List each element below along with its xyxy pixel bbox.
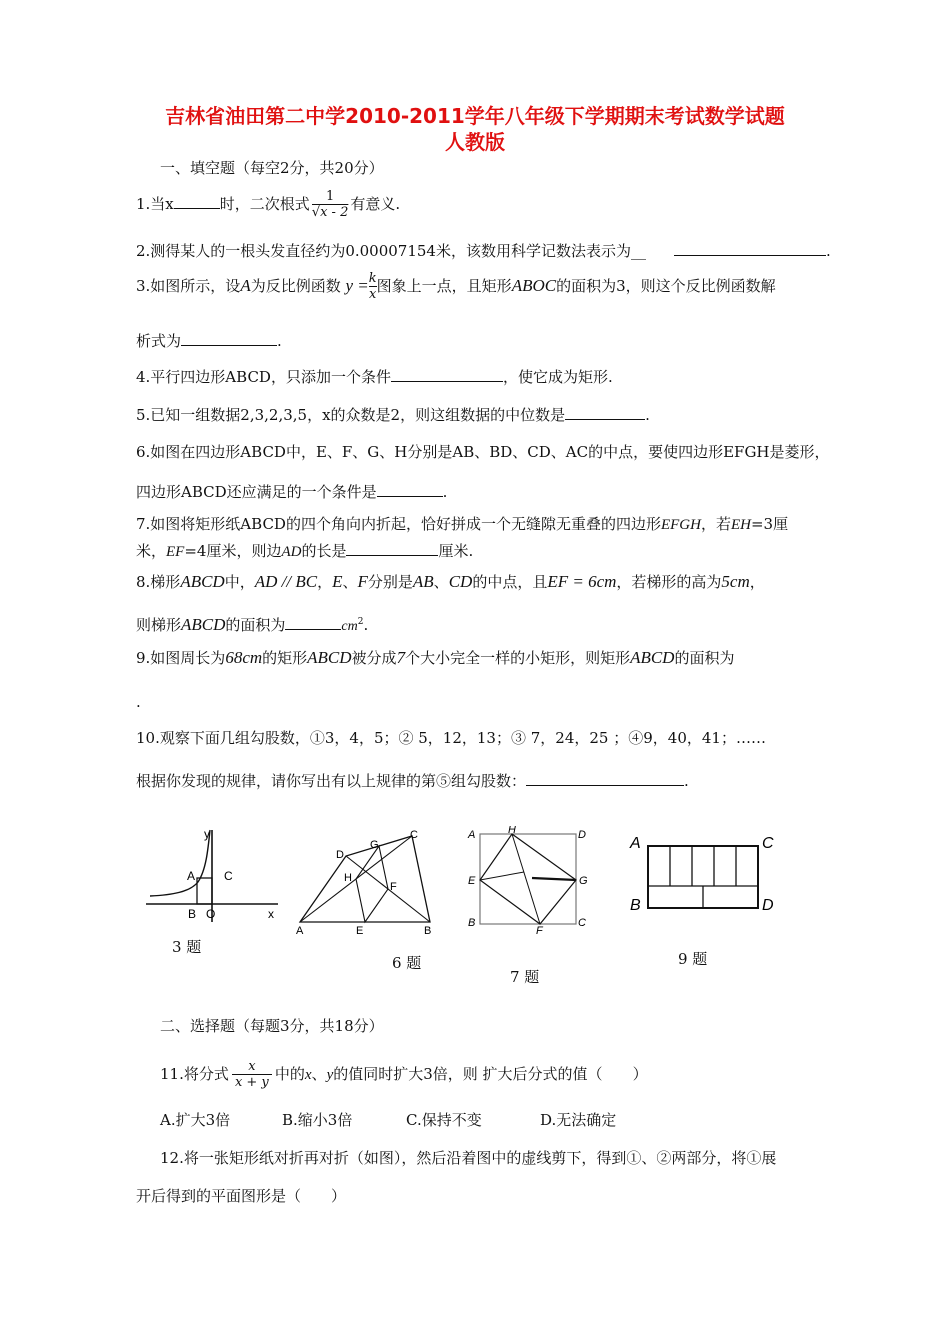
figure-9-caption: 9 题 bbox=[678, 950, 708, 968]
figure-6-quadrilateral bbox=[290, 826, 440, 938]
page-title-line2: 人教版 bbox=[445, 130, 505, 154]
svg-text:C: C bbox=[762, 835, 774, 852]
question-9: 9.如图周长为68cm的矩形ABCD被分成7个大小完全一样的小矩形，则矩形ABCD的面积为 bbox=[136, 648, 735, 667]
answer-blank-10 bbox=[526, 770, 684, 786]
svg-text:A: A bbox=[296, 925, 304, 937]
question-7: 7.如图将矩形纸ABCD的四个角向内折起，恰好拼成一个无缝隙无重叠的四边形EFGH，若EH=3厘 bbox=[136, 515, 789, 533]
svg-text:B: B bbox=[424, 925, 432, 937]
option-c[interactable]: C.保持不变 bbox=[406, 1111, 482, 1129]
svg-text:A: A bbox=[630, 835, 641, 852]
option-a[interactable]: A.扩大3倍 bbox=[160, 1111, 231, 1129]
answer-blank-5 bbox=[565, 404, 645, 420]
answer-blank-4 bbox=[391, 366, 503, 382]
page-title: 吉林省油田第二中学2010-2011学年八年级下学期期末考试数学试题 bbox=[165, 104, 785, 128]
answer-blank-6 bbox=[377, 481, 443, 497]
svg-text:E: E bbox=[356, 925, 364, 937]
option-b[interactable]: B.缩小3倍 bbox=[282, 1111, 353, 1129]
label-o: O bbox=[206, 907, 216, 921]
answer-blank-1 bbox=[174, 193, 220, 209]
question-12-line2: 开后得到的平面图形是（ ） bbox=[136, 1187, 347, 1205]
question-6: 6.如图在四边形ABCD中，E、F、G、H分别是AB、BD、CD、AC的中点，要使四边形EFGH是菱形， bbox=[136, 443, 830, 461]
figure-3-caption: 3 题 bbox=[172, 938, 202, 956]
question-3: 3.如图所示，设A为反比例函数 y = $\frac{k}{x}$ 图象上一点，且矩形ABOC的面积为3，则这个反比例函数解 bbox=[136, 271, 776, 302]
svg-text:C: C bbox=[410, 829, 418, 841]
answer-blank-7 bbox=[346, 540, 438, 556]
svg-text:C: C bbox=[578, 917, 586, 929]
answer-blank-8 bbox=[285, 614, 341, 630]
answer-blank-2 bbox=[674, 240, 826, 256]
figure-3-hyperbola bbox=[142, 826, 282, 926]
label-b: B bbox=[188, 907, 197, 921]
question-8: 8.梯形ABCD中，AD // BC，E、F分别是AB、CD的中点，且EF = 6cm，若梯形的高为5cm， bbox=[136, 572, 765, 591]
svg-text:F: F bbox=[536, 925, 543, 934]
svg-text:F: F bbox=[390, 881, 397, 893]
svg-text:B: B bbox=[630, 897, 641, 914]
question-3-line2: 析式为 . bbox=[136, 332, 282, 350]
svg-text:G: G bbox=[370, 839, 379, 851]
option-d[interactable]: D.无法确定 bbox=[540, 1111, 617, 1129]
section1-heading: 一、填空题（每空2分，共20分） bbox=[160, 159, 384, 177]
svg-text:B: B bbox=[468, 917, 476, 929]
question-10-line2: 根据你发现的规律，请你写出有以上规律的第⑤组勾股数： . bbox=[136, 772, 689, 790]
figure-7-folded-rectangle bbox=[462, 826, 592, 934]
label-c: C bbox=[224, 869, 233, 883]
section2-heading: 二、选择题（每题3分，共18分） bbox=[160, 1017, 384, 1035]
question-6-line2: 四边形ABCD还应满足的一个条件是 . bbox=[136, 483, 448, 501]
question-8-line2: 则梯形ABCD的面积为 $cm^2$. bbox=[136, 615, 369, 634]
svg-text:A: A bbox=[468, 829, 476, 841]
svg-text:D: D bbox=[762, 897, 774, 914]
label-x: x bbox=[268, 907, 274, 921]
question-12: 12.将一张矩形纸对折再对折（如图），然后沿着图中的虚线剪下，得到①、②两部分，将①展 bbox=[160, 1149, 777, 1167]
question-5: 5.已知一组数据2,3,2,3,5，x的众数是2，则这组数据的中位数是 . bbox=[136, 406, 650, 424]
figure-9-divided-rectangle bbox=[624, 826, 784, 926]
label-a: A bbox=[187, 869, 196, 883]
svg-text:H: H bbox=[508, 826, 516, 836]
figure-6-caption: 6 题 bbox=[392, 954, 422, 972]
svg-text:E: E bbox=[468, 875, 476, 887]
svg-text:G: G bbox=[579, 875, 588, 887]
question-2: 2.测得某人的一根头发直径约为0.00007154米，该数用科学记数法表示为__ . bbox=[136, 242, 831, 260]
svg-text:H: H bbox=[344, 872, 352, 884]
question-9-line2: . bbox=[136, 693, 141, 711]
svg-text:D: D bbox=[336, 849, 344, 861]
question-7-line2: 米，EF=4厘米，则边AD的长是 厘米. bbox=[136, 542, 474, 560]
question-11-options bbox=[160, 1110, 616, 1130]
label-y: y bbox=[204, 827, 210, 841]
question-10: 10.观察下面几组勾股数，①3，4，5；② 5，12，13；③ 7，24，25 ；④9，40，41；…… bbox=[136, 729, 766, 747]
question-11: 11.将分式 $\frac{x}{x + y}$ 中的x、y的值同时扩大3倍，则 扩大后分式的值（ ） bbox=[160, 1059, 648, 1090]
svg-text:D: D bbox=[578, 829, 586, 841]
figure-7-caption: 7 题 bbox=[510, 968, 540, 986]
answer-blank-3 bbox=[181, 330, 277, 346]
question-1: 1.当x 时，二次根式 $\frac{1}{√x - 2}$ 有意义. bbox=[136, 189, 401, 220]
question-4: 4.平行四边形ABCD，只添加一个条件 ，使它成为矩形. bbox=[136, 368, 613, 386]
